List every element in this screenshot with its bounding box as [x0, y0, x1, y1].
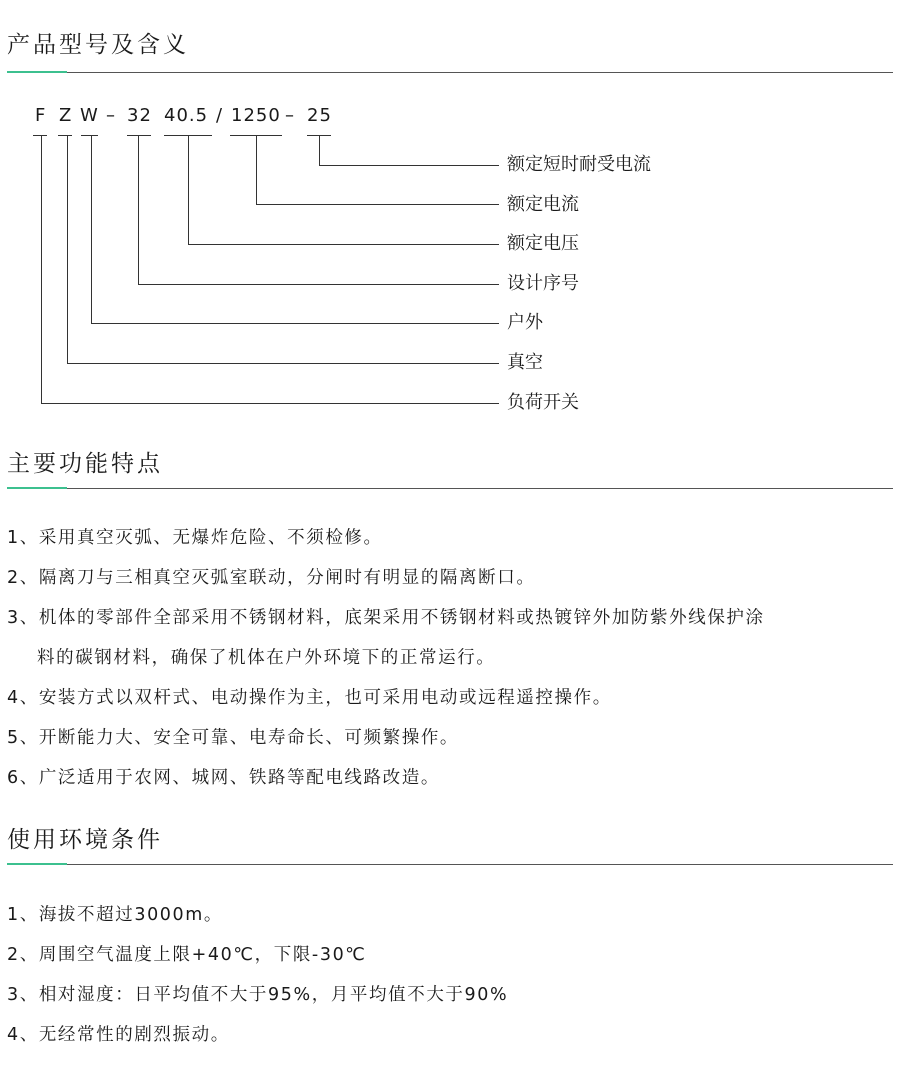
section-divider-environment	[7, 864, 893, 865]
model-code-part: –	[106, 105, 116, 126]
meaning-label: 负荷开关	[507, 392, 579, 413]
meaning-label: 额定电流	[507, 194, 579, 215]
model-code-part: W	[80, 105, 99, 126]
feature-item: 1、采用真空灭弧、无爆炸危险、不须检修。	[7, 528, 383, 548]
leader-line	[188, 244, 499, 245]
code-bracket	[33, 135, 47, 136]
section-accent-model	[7, 71, 67, 73]
leader-line	[319, 165, 499, 166]
code-bracket	[58, 135, 72, 136]
environment-list	[7, 895, 897, 1055]
feature-item: 2、隔离刀与三相真空灭弧室联动，分闸时有明显的隔离断口。	[7, 568, 536, 588]
environment-item: 3、相对湿度：日平均值不大于95%，月平均值不大于90%	[7, 985, 509, 1005]
model-code-diagram	[0, 100, 900, 430]
model-code-part: –	[285, 105, 295, 126]
model-code-part: F	[35, 105, 47, 126]
leader-line	[188, 135, 189, 244]
meaning-label: 设计序号	[507, 273, 579, 294]
section-accent-features	[7, 487, 67, 489]
feature-item: 4、安装方式以双杆式、电动操作为主，也可采用电动或远程遥控操作。	[7, 688, 612, 708]
environment-item: 4、无经常性的剧烈振动。	[7, 1025, 230, 1045]
model-code-part: 40.5	[164, 105, 209, 126]
section-divider-features	[7, 488, 893, 489]
leader-line	[67, 135, 68, 363]
code-bracket	[127, 135, 151, 136]
section-accent-environment	[7, 863, 67, 865]
code-bracket	[81, 135, 98, 136]
leader-line	[91, 323, 499, 324]
model-code-part: Z	[59, 105, 73, 126]
section-divider-model	[7, 72, 893, 73]
meaning-label: 户外	[507, 312, 543, 333]
model-code-part: /	[216, 105, 224, 126]
leader-line	[91, 135, 92, 323]
feature-list	[7, 518, 897, 798]
model-code-part: 25	[307, 105, 332, 126]
meaning-label: 额定短时耐受电流	[507, 154, 651, 175]
feature-item: 5、开断能力大、安全可靠、电寿命长、可频繁操作。	[7, 728, 460, 748]
section-title-features: 主要功能特点	[7, 451, 163, 477]
leader-line	[138, 135, 139, 284]
leader-line	[138, 284, 499, 285]
leader-line	[41, 135, 42, 403]
model-code-part: 32	[127, 105, 152, 126]
meaning-label: 额定电压	[507, 233, 579, 254]
meaning-label: 真空	[507, 352, 543, 373]
leader-line	[67, 363, 499, 364]
feature-item: 6、广泛适用于农网、城网、铁路等配电线路改造。	[7, 768, 440, 788]
section-title-model: 产品型号及含义	[7, 32, 189, 58]
leader-line	[41, 403, 499, 404]
model-code-part: 1250	[231, 105, 281, 126]
environment-item: 2、周围空气温度上限+40℃，下限-30℃	[7, 945, 367, 965]
leader-line	[256, 204, 499, 205]
feature-item: 3、机体的零部件全部采用不锈钢材料，底架采用不锈钢材料或热镀锌外加防紫外线保护涂 料的碳钢材料，确保了机体在户外环境下的正常运行。	[7, 608, 765, 668]
section-title-environment: 使用环境条件	[7, 827, 163, 853]
leader-line	[319, 135, 320, 165]
leader-line	[256, 135, 257, 204]
environment-item: 1、海拔不超过3000m。	[7, 905, 224, 925]
